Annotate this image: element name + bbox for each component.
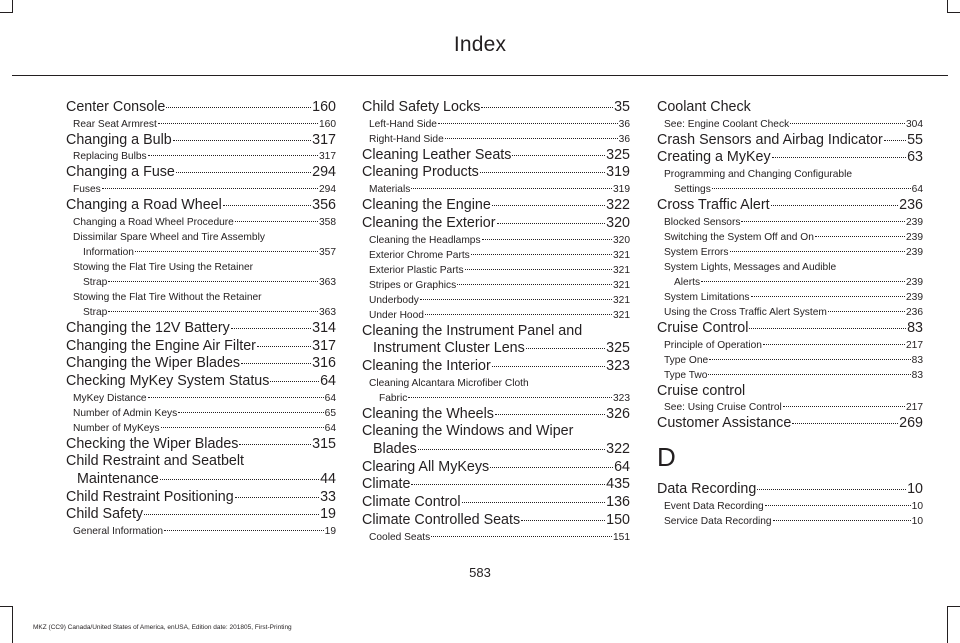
index-subentry xyxy=(362,117,630,132)
index-entry xyxy=(362,340,630,358)
dot-leader xyxy=(457,284,612,285)
entry-page-number: 44 xyxy=(320,471,336,488)
dot-leader xyxy=(166,107,311,108)
dot-leader xyxy=(783,406,905,407)
entry-title: Information xyxy=(83,246,134,258)
index-subentry xyxy=(657,368,923,383)
dot-leader xyxy=(445,138,618,139)
index-entry-wrapped: Cleaning the Windows and Wiper xyxy=(362,423,574,440)
dot-leader xyxy=(270,381,319,382)
entry-title: Checking the Wiper Blades xyxy=(66,435,239,452)
index-entry xyxy=(362,147,630,165)
index-entry xyxy=(66,99,336,117)
dot-leader xyxy=(773,520,911,521)
page-number: 583 xyxy=(469,565,491,580)
entry-page-number: 321 xyxy=(613,294,630,306)
dot-leader xyxy=(102,188,318,189)
index-heading: Coolant Check xyxy=(657,99,751,115)
index-subentry xyxy=(657,117,923,132)
entry-page-number: 36 xyxy=(618,118,630,130)
index-entry xyxy=(362,512,630,530)
entry-title: Checking MyKey System Status xyxy=(66,372,270,389)
index-subentry-wrapped: Stowing the Flat Tire Using the Retainer xyxy=(73,261,254,273)
index-subentry xyxy=(66,117,336,132)
dot-leader xyxy=(712,188,911,189)
entry-page-number: 363 xyxy=(319,306,336,318)
entry-page-number: 358 xyxy=(319,216,336,228)
dot-leader xyxy=(161,427,324,428)
crop-mark xyxy=(0,606,13,607)
dot-leader xyxy=(408,397,612,398)
entry-title: Cruise Control xyxy=(657,319,749,336)
entry-title: Type Two xyxy=(664,369,708,381)
entry-title: Right-Hand Side xyxy=(369,133,444,145)
index-subentry xyxy=(657,215,923,230)
dot-leader xyxy=(492,205,605,206)
entry-page-number: 317 xyxy=(312,337,336,354)
entry-page-number: 236 xyxy=(899,197,923,214)
dot-leader xyxy=(158,123,318,124)
entry-page-number: 19 xyxy=(324,526,336,538)
entry-page-number: 63 xyxy=(907,149,923,166)
index-entry xyxy=(362,459,630,477)
entry-page-number: 136 xyxy=(606,494,630,511)
entry-title: Rear Seat Armrest xyxy=(73,118,157,130)
index-subentry xyxy=(362,263,630,278)
entry-title: Changing a Bulb xyxy=(66,131,172,148)
index-subentry xyxy=(657,305,923,320)
index-subentry xyxy=(362,308,630,323)
index-column-1 xyxy=(66,99,336,539)
index-subentry xyxy=(66,406,336,421)
entry-page-number: 356 xyxy=(312,197,336,214)
entry-page-number: 10 xyxy=(911,500,923,512)
index-subentry xyxy=(66,391,336,406)
dot-leader xyxy=(730,251,905,252)
entry-title: Crash Sensors and Airbag Indicator xyxy=(657,131,883,148)
index-entry xyxy=(362,406,630,424)
entry-page-number: 160 xyxy=(319,118,336,130)
entry-title: Using the Cross Traffic Alert System xyxy=(664,306,827,318)
dot-leader xyxy=(749,328,906,329)
entry-page-number: 160 xyxy=(312,99,336,115)
entry-page-number: 294 xyxy=(319,184,336,196)
entry-page-number: 239 xyxy=(906,246,923,258)
entry-title: Replacing Bulbs xyxy=(73,151,147,163)
dot-leader xyxy=(420,299,612,300)
dot-leader xyxy=(497,223,606,224)
entry-title: Under Hood xyxy=(369,309,424,321)
entry-title: Principle of Operation xyxy=(664,339,762,351)
entry-page-number: 83 xyxy=(911,369,923,381)
entry-page-number: 319 xyxy=(606,164,630,181)
index-subentry xyxy=(657,338,923,353)
dot-leader xyxy=(521,520,605,521)
index-entry xyxy=(66,436,336,454)
header-divider xyxy=(12,75,948,76)
entry-title: System Limitations xyxy=(664,291,750,303)
index-subentry xyxy=(657,514,923,529)
entry-title: Settings xyxy=(674,184,711,196)
entry-page-number: 10 xyxy=(911,515,923,527)
index-subentry xyxy=(657,499,923,514)
index-heading: Cruise control xyxy=(657,382,746,399)
index-subentry xyxy=(362,391,630,406)
entry-title: Instrument Cluster Lens xyxy=(373,340,525,357)
index-entry xyxy=(657,197,923,215)
entry-title: System Errors xyxy=(664,246,729,258)
dot-leader xyxy=(763,344,905,345)
entry-title: Switching the System Off and On xyxy=(664,231,814,243)
entry-title: General Information xyxy=(73,526,164,538)
entry-title: Fabric xyxy=(379,392,408,404)
index-entry xyxy=(362,494,630,512)
dot-leader xyxy=(164,530,324,531)
dot-leader xyxy=(757,489,906,490)
index-subentry xyxy=(657,290,923,305)
dot-leader xyxy=(481,107,613,108)
entry-title: Clearing All MyKeys xyxy=(362,458,490,475)
entry-title: Cleaning the Exterior xyxy=(362,214,496,231)
entry-page-number: 150 xyxy=(606,511,630,528)
dot-leader xyxy=(257,346,311,347)
entry-title: Type One xyxy=(664,354,709,366)
index-entry xyxy=(66,164,336,182)
edition-footer: MKZ (CC9) Canada/United States of America, enUSA, Edition date: 201805, First-Printing xyxy=(33,624,292,631)
dot-leader xyxy=(792,423,898,424)
entry-title: Changing the Engine Air Filter xyxy=(66,337,256,354)
index-subentry xyxy=(362,530,630,545)
index-entry xyxy=(657,320,923,338)
entry-page-number: 320 xyxy=(606,214,630,231)
entry-page-number: 315 xyxy=(312,435,336,452)
entry-page-number: 314 xyxy=(312,319,336,336)
dot-leader xyxy=(425,314,612,315)
dot-leader xyxy=(148,397,324,398)
entry-page-number: 64 xyxy=(911,184,923,196)
index-entry-wrapped: Child Restraint and Seatbelt xyxy=(66,453,245,470)
entry-page-number: 64 xyxy=(614,458,630,475)
entry-page-number: 236 xyxy=(906,306,923,318)
entry-page-number: 151 xyxy=(613,531,630,543)
entry-title: Child Safety xyxy=(66,506,144,523)
entry-page-number: 217 xyxy=(906,339,923,351)
index-entry xyxy=(66,338,336,356)
entry-page-number: 319 xyxy=(613,184,630,196)
index-subentry xyxy=(657,275,923,290)
entry-page-number: 316 xyxy=(312,355,336,372)
index-entry xyxy=(66,197,336,215)
entry-title: Fuses xyxy=(73,184,101,196)
entry-page-number: 357 xyxy=(319,246,336,258)
entry-page-number: 435 xyxy=(606,476,630,493)
index-subentry xyxy=(66,215,336,230)
entry-title: See: Using Cruise Control xyxy=(664,402,782,414)
entry-title: Center Console xyxy=(66,99,166,115)
entry-title: Data Recording xyxy=(657,480,757,497)
index-entry xyxy=(66,489,336,507)
entry-page-number: 321 xyxy=(613,264,630,276)
index-subentry-wrapped: System Lights, Messages and Audible xyxy=(664,261,837,273)
dot-leader xyxy=(241,363,311,364)
dot-leader xyxy=(772,157,906,158)
index-entry xyxy=(657,149,923,167)
dot-leader xyxy=(471,254,612,255)
entry-title: Creating a MyKey xyxy=(657,149,771,166)
entry-page-number: 36 xyxy=(618,133,630,145)
entry-title: Left-Hand Side xyxy=(369,118,437,130)
entry-title: Changing a Road Wheel Procedure xyxy=(73,216,234,228)
dot-leader xyxy=(815,236,905,237)
entry-title: Underbody xyxy=(369,294,419,306)
dot-leader xyxy=(492,366,605,367)
dot-leader xyxy=(108,281,318,282)
index-entry xyxy=(66,471,336,489)
index-column-3 xyxy=(657,99,923,529)
entry-title: Changing the 12V Battery xyxy=(66,319,230,336)
dot-leader xyxy=(709,359,910,360)
entry-title: Changing a Road Wheel xyxy=(66,197,222,214)
entry-title: Blades xyxy=(373,441,417,458)
index-entry xyxy=(362,358,630,376)
entry-title: Child Restraint Positioning xyxy=(66,488,234,505)
dot-leader xyxy=(495,414,605,415)
index-subentry-wrapped: Dissimilar Spare Wheel and Tire Assembly xyxy=(73,231,265,243)
index-subentry xyxy=(66,275,336,290)
entry-page-number: 321 xyxy=(613,279,630,291)
dot-leader xyxy=(465,269,612,270)
entry-title: Cleaning the Engine xyxy=(362,197,491,214)
entry-page-number: 321 xyxy=(613,309,630,321)
entry-page-number: 35 xyxy=(614,99,630,115)
index-subentry xyxy=(657,245,923,260)
entry-title: Maintenance xyxy=(77,471,159,488)
entry-page-number: 321 xyxy=(613,249,630,261)
dot-leader xyxy=(411,188,612,189)
entry-page-number: 239 xyxy=(906,231,923,243)
entry-title: Cross Traffic Alert xyxy=(657,197,770,214)
index-subentry xyxy=(362,182,630,197)
index-entry xyxy=(362,441,630,459)
entry-title: Climate xyxy=(362,476,411,493)
section-letter: D xyxy=(657,441,676,472)
index-subentry xyxy=(66,182,336,197)
entry-page-number: 363 xyxy=(319,276,336,288)
entry-page-number: 19 xyxy=(320,506,336,523)
entry-page-number: 64 xyxy=(320,372,336,389)
dot-leader xyxy=(178,412,323,413)
entry-page-number: 239 xyxy=(906,276,923,288)
index-subentry xyxy=(66,305,336,320)
index-entry xyxy=(657,132,923,150)
index-subentry-wrapped: Stowing the Flat Tire Without the Retainer xyxy=(73,291,262,303)
entry-title: Changing a Fuse xyxy=(66,164,175,181)
entry-page-number: 239 xyxy=(906,216,923,228)
entry-page-number: 317 xyxy=(319,151,336,163)
index-column-2 xyxy=(362,99,630,545)
dot-leader xyxy=(884,140,906,141)
entry-page-number: 269 xyxy=(899,415,923,432)
entry-page-number: 322 xyxy=(606,441,630,458)
index-subentry xyxy=(657,400,923,415)
dot-leader xyxy=(176,172,311,173)
entry-page-number: 239 xyxy=(906,291,923,303)
index-subentry xyxy=(362,233,630,248)
entry-page-number: 322 xyxy=(606,197,630,214)
dot-leader xyxy=(526,348,605,349)
entry-title: Changing the Wiper Blades xyxy=(66,355,241,372)
index-entry xyxy=(362,197,630,215)
entry-title: Alerts xyxy=(674,276,701,288)
entry-page-number: 325 xyxy=(606,146,630,163)
index-entry xyxy=(362,476,630,494)
crop-mark xyxy=(0,12,13,13)
entry-title: Strap xyxy=(83,306,108,318)
entry-title: Climate Controlled Seats xyxy=(362,511,521,528)
entry-page-number: 65 xyxy=(324,407,336,419)
entry-page-number: 83 xyxy=(911,354,923,366)
entry-title: Stripes or Graphics xyxy=(369,279,457,291)
dot-leader xyxy=(765,505,911,506)
dot-leader xyxy=(790,123,905,124)
dot-leader xyxy=(462,502,606,503)
dot-leader xyxy=(482,239,612,240)
dot-leader xyxy=(231,328,311,329)
entry-title: Cleaning the Wheels xyxy=(362,405,494,422)
entry-page-number: 10 xyxy=(907,480,923,497)
entry-page-number: 320 xyxy=(613,234,630,246)
entry-page-number: 33 xyxy=(320,488,336,505)
entry-title: Strap xyxy=(83,276,108,288)
entry-page-number: 83 xyxy=(907,319,923,336)
dot-leader xyxy=(108,311,318,312)
entry-title: See: Engine Coolant Check xyxy=(664,118,790,130)
index-subentry xyxy=(66,421,336,436)
dot-leader xyxy=(148,155,318,156)
dot-leader xyxy=(751,296,906,297)
entry-page-number: 325 xyxy=(606,340,630,357)
entry-title: Cooled Seats xyxy=(369,531,431,543)
dot-leader xyxy=(438,123,618,124)
dot-leader xyxy=(135,251,318,252)
entry-page-number: 217 xyxy=(906,402,923,414)
index-entry xyxy=(66,373,336,391)
dot-leader xyxy=(223,205,311,206)
dot-leader xyxy=(771,205,899,206)
index-entry xyxy=(66,506,336,524)
entry-page-number: 326 xyxy=(606,405,630,422)
crop-mark xyxy=(947,12,960,13)
index-subentry xyxy=(66,524,336,539)
index-subentry xyxy=(66,149,336,164)
dot-leader xyxy=(828,311,905,312)
entry-title: Exterior Plastic Parts xyxy=(369,264,464,276)
dot-leader xyxy=(239,444,311,445)
index-subentry xyxy=(362,278,630,293)
entry-page-number: 294 xyxy=(312,164,336,181)
dot-leader xyxy=(512,155,605,156)
index-subentry xyxy=(362,248,630,263)
dot-leader xyxy=(235,497,319,498)
entry-title: Cleaning Leather Seats xyxy=(362,146,512,163)
entry-title: Service Data Recording xyxy=(664,515,772,527)
index-subentry xyxy=(362,132,630,147)
entry-title: Customer Assistance xyxy=(657,415,792,432)
dot-leader xyxy=(490,467,613,468)
entry-title: Materials xyxy=(369,184,411,196)
index-entry xyxy=(362,215,630,233)
index-entry xyxy=(657,415,923,433)
index-entry xyxy=(657,481,923,499)
entry-page-number: 323 xyxy=(606,357,630,374)
dot-leader xyxy=(144,514,319,515)
index-entry xyxy=(362,164,630,182)
index-entry xyxy=(66,320,336,338)
index-subentry-wrapped: Programming and Changing Configurable xyxy=(664,169,853,181)
entry-title: MyKey Distance xyxy=(73,392,147,404)
crop-mark xyxy=(947,606,960,607)
entry-title: Blocked Sensors xyxy=(664,216,741,228)
dot-leader xyxy=(431,536,612,537)
entry-title: Child Safety Locks xyxy=(362,99,481,115)
dot-leader xyxy=(708,374,910,375)
index-entry xyxy=(362,99,630,117)
dot-leader xyxy=(701,281,905,282)
index-subentry-wrapped: Cleaning Alcantara Microfiber Cloth xyxy=(369,377,529,389)
entry-title: Exterior Chrome Parts xyxy=(369,249,470,261)
index-entry xyxy=(66,355,336,373)
entry-title: Cleaning the Headlamps xyxy=(369,234,481,246)
entry-title: Cleaning Products xyxy=(362,164,479,181)
entry-title: Number of Admin Keys xyxy=(73,407,178,419)
dot-leader xyxy=(411,484,605,485)
crop-mark xyxy=(12,606,13,643)
index-entry-wrapped: Cleaning the Instrument Panel and xyxy=(362,322,583,339)
entry-page-number: 55 xyxy=(907,131,923,148)
index-entry xyxy=(66,132,336,150)
entry-title: Number of MyKeys xyxy=(73,422,160,434)
index-subentry xyxy=(66,245,336,260)
page-title: Index xyxy=(453,33,507,56)
dot-leader xyxy=(480,172,605,173)
entry-title: Cleaning the Interior xyxy=(362,357,491,374)
dot-leader xyxy=(173,140,311,141)
dot-leader xyxy=(418,449,605,450)
dot-leader xyxy=(741,221,905,222)
index-subentry xyxy=(362,293,630,308)
dot-leader xyxy=(160,479,319,480)
entry-title: Climate Control xyxy=(362,494,461,511)
crop-mark xyxy=(947,606,948,643)
index-subentry xyxy=(657,230,923,245)
index-subentry xyxy=(657,182,923,197)
entry-title: Event Data Recording xyxy=(664,500,764,512)
entry-page-number: 304 xyxy=(906,118,923,130)
dot-leader xyxy=(235,221,318,222)
index-subentry xyxy=(657,353,923,368)
entry-page-number: 64 xyxy=(324,422,336,434)
entry-page-number: 323 xyxy=(613,392,630,404)
entry-page-number: 64 xyxy=(324,392,336,404)
entry-page-number: 317 xyxy=(312,131,336,148)
